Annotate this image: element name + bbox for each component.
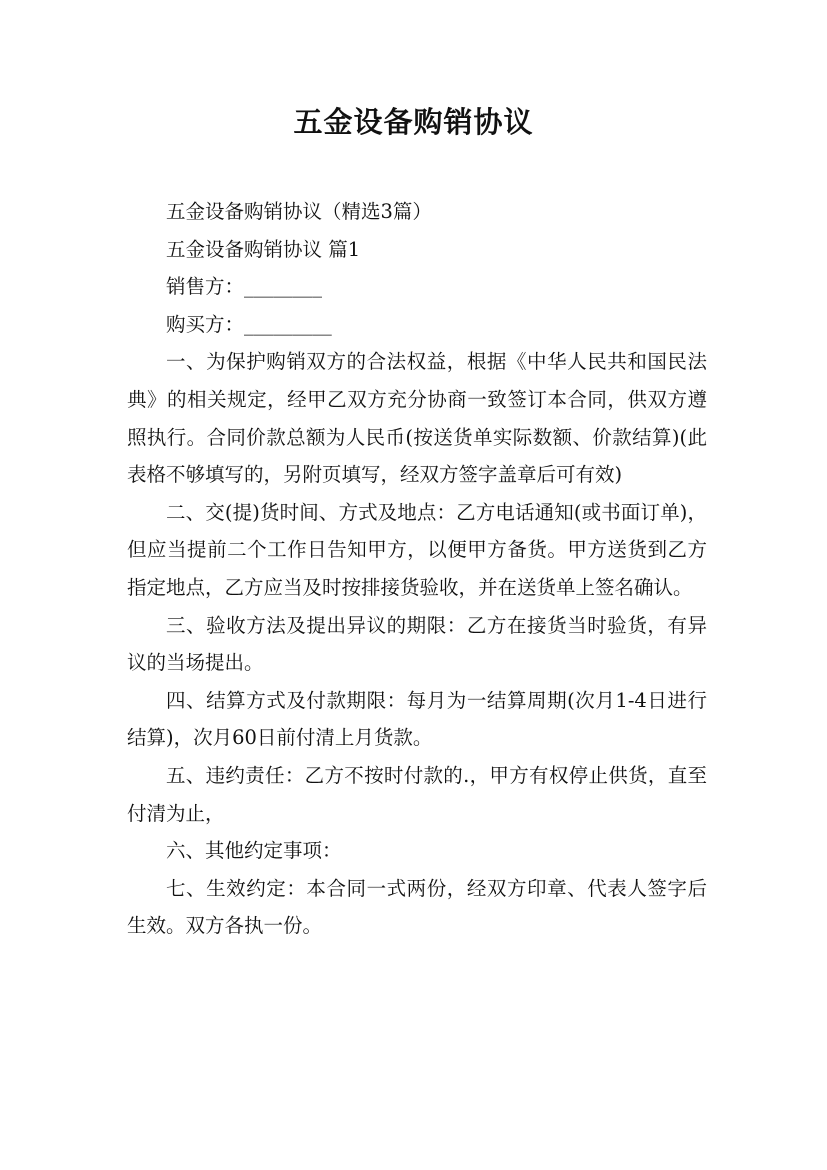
clause-3: 三、验收方法及提出异议的期限：乙方在接货当时验货，有异议的当场提出。	[127, 613, 707, 675]
document-body	[127, 193, 707, 945]
seller-field: 销售方：________	[166, 275, 323, 299]
buyer-field: 购买方：_________	[166, 312, 332, 336]
clause-6: 六、其他约定事项：	[166, 839, 342, 863]
clause-4: 四、结算方式及付款期限：每月为一结算周期(次月1-4日进行结算)，次月60日前付清上月货款。	[127, 688, 707, 750]
subtitle-paragraph: 五金设备购销协议（精选3篇）	[166, 200, 432, 223]
clause-1: 一、为保护购销双方的合法权益，根据《中华人民共和国民法典》的相关规定，经甲乙双方充分协商一致签订本合同，供双方遵照执行。合同价款总额为人民币(按送货单实际数额、价款结算)(此表格不够填写的，另附页填写，经双方签字盖章后可有效)	[127, 350, 707, 487]
section-heading: 五金设备购销协议 篇1	[166, 237, 361, 261]
clause-5: 五、违约责任：乙方不按时付款的.，甲方有权停止供货，直至付清为止，	[127, 763, 707, 825]
clause-2: 二、交(提)货时间、方式及地点：乙方电话通知(或书面订单)，但应当提前二个工作日告知甲方，以便甲方备货。甲方送货到乙方指定地点，乙方应当及时按排接货验收，并在送货单上签名确认。	[127, 500, 707, 599]
document-title: 五金设备购销协议	[293, 105, 534, 139]
clause-7: 七、生效约定：本合同一式两份，经双方印章、代表人签字后生效。双方各执一份。	[127, 876, 707, 938]
